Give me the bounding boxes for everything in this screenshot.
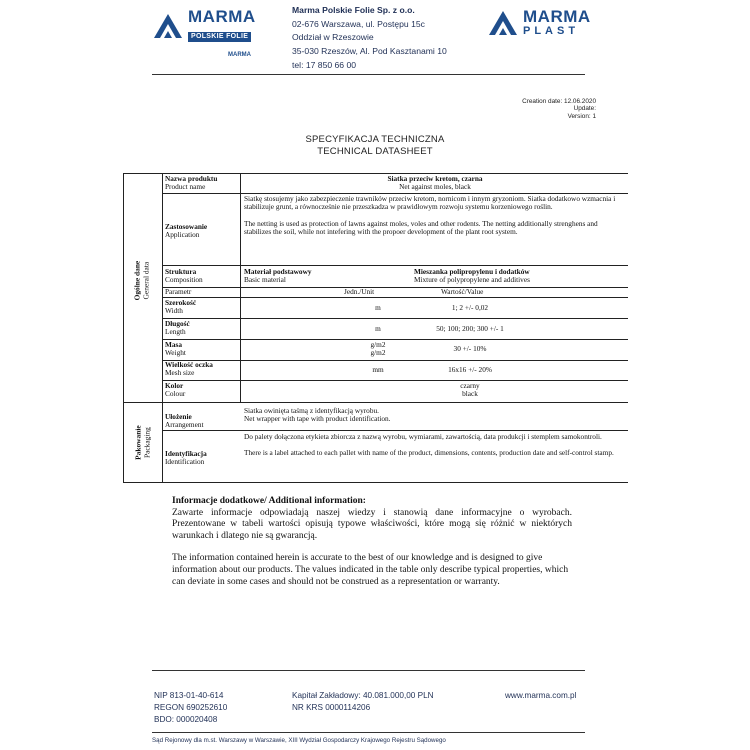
label-en: Colour (165, 389, 186, 399)
website-link[interactable]: www.marma.com.pl (505, 691, 577, 700)
label-pl: Identyfikacja (165, 449, 207, 458)
logo-right-main: MARMA (523, 7, 591, 26)
table-line (123, 173, 124, 482)
label-pl: Szerokość (165, 298, 197, 307)
marma-polskie-folie-logo (152, 8, 256, 43)
identification-label (165, 450, 207, 467)
title-en: TECHNICAL DATASHEET (317, 145, 433, 157)
label-pl: Wielkość oczka (165, 360, 213, 369)
param-header: Parametr (165, 287, 192, 296)
version-field: Version: 1 (567, 112, 596, 120)
footer-capital (292, 690, 434, 714)
product-name-label (165, 175, 217, 192)
label-pl: Ułożenie (165, 412, 192, 421)
additional-info-title: Informacje dodatkowe/ Additional information: (172, 496, 366, 506)
unit-line: g/m2 (370, 348, 386, 358)
label-pl: Kolor (165, 381, 184, 390)
param-length-value: 50; 100; 200; 300 +/- 1 (436, 324, 504, 333)
value-en: black (462, 389, 478, 399)
label-en: Arrangement (165, 420, 204, 430)
nip: NIP 813-01-40-614 (154, 691, 224, 700)
value-pl: czarny (460, 381, 480, 390)
text-pl: Siatka owinięta taśmą z identyfikacją wyrobu. (244, 406, 379, 415)
table-line (123, 482, 628, 483)
basic-material-label (244, 268, 312, 285)
footer-divider-bottom (152, 732, 585, 733)
param-mesh-unit: mm (372, 365, 384, 374)
label-pl: Struktura (165, 267, 197, 276)
logo-left-sub: POLSKIE FOLIE (188, 32, 251, 42)
arrangement-text (244, 407, 626, 424)
company-address (292, 4, 447, 73)
param-weight-label (165, 341, 186, 358)
product-name-value (242, 175, 628, 192)
param-width-value: 1; 2 +/- 0,02 (451, 303, 489, 312)
label-en: Basic material (244, 275, 286, 285)
label-en: Product name (165, 182, 206, 192)
label-en: Composition (165, 275, 203, 285)
label-pl: Długość (165, 319, 190, 328)
label-pl: Materiał podstawowy (244, 267, 312, 276)
label-pl: Zastosowanie (165, 222, 208, 231)
address-line: 02-676 Warszawa, ul. Postępu 15c (292, 18, 425, 29)
application-label (165, 223, 207, 240)
marma-logo-icon (152, 12, 184, 40)
packaging-label (134, 393, 151, 493)
label-en: Identification (165, 457, 205, 467)
table-line (162, 297, 628, 298)
packaging-label-pl: Pakowanie (133, 425, 143, 460)
table-line (162, 360, 628, 361)
additional-info (172, 496, 572, 588)
label-en: Width (165, 306, 183, 316)
general-data-label-pl: Ogólne dane (132, 260, 142, 301)
packaging-label-en: Packaging (142, 427, 151, 458)
marma-plast-logo-icon (487, 9, 519, 37)
value-en: Net against moles, black (399, 182, 471, 192)
text-pl: Siatkę stosujemy jako zabezpieczenie trawników przeciw kretom, nornicom i innym gryzoniom. Siatka dodatkowo wzmacnia i stabilizuje grunt, a równocześnie nie przeszkadza w prawidłowym rozwoju systemu korzeniowego roślin. (244, 194, 616, 212)
additional-info-pl: Zawarte informacje odpowiadają naszej wiedzy i stanowią dane informacyjne o wyrobach. Prezentowane w tabeli wartości opisują typowe właściwości, które mogą się różnić w niektórych warunkach i dlatego nie są gwarancją. (172, 507, 572, 541)
logo-left-main: MARMA (188, 7, 256, 26)
param-width-unit: m (375, 303, 381, 312)
update-field: Update: (573, 105, 596, 113)
label-pl: Nazwa produktu (165, 174, 218, 183)
phone-line: tel: 17 850 66 00 (292, 59, 357, 70)
param-mesh-label (165, 361, 213, 378)
document-meta (440, 98, 596, 120)
share-capital: Kapitał Zakładowy: 40.081.000,00 PLN (292, 691, 434, 700)
logo-left-tag: MARMA (228, 52, 251, 58)
label-en: Weight (165, 348, 186, 358)
text-en: There is a label attached to each pallet with name of the product, dimensions, contents, production date and self-control stamp. (244, 448, 614, 458)
label-en: Application (165, 230, 200, 240)
address-line: Oddział w Rzeszowie (292, 32, 374, 43)
table-line (162, 339, 628, 340)
general-data-label-en: General data (141, 261, 150, 300)
param-length-label (165, 320, 190, 337)
label-en: Mesh size (165, 368, 195, 378)
arrangement-label (165, 413, 204, 430)
unit-line: g/m2 (370, 340, 386, 349)
footer-registration (154, 690, 227, 725)
table-line (123, 402, 628, 403)
additional-info-en: The information contained herein is accurate to the best of our knowledge and is designed to give information about our products. The values indicated in the table only describe typical properties, which can deviate in some cases and should not be construed as a representation or warranty. (172, 553, 569, 587)
param-colour-value (405, 382, 535, 399)
footer-divider (152, 670, 585, 671)
unit-header: Jedn./Unit (344, 287, 375, 296)
table-line (162, 380, 628, 381)
logo-right-sub: PLAST (523, 25, 580, 37)
value-header: Wartość/Value (441, 287, 484, 296)
text-en: The netting is used as protection of lawns against moles, voles and other rodents. The netting additionally strenghens and stabilizes the soil, while not intefering with the propoer development of the plant root system. (244, 218, 598, 237)
label-en: Length (165, 327, 186, 337)
header-divider (152, 74, 585, 75)
text-en: Net wrapper with tape with product identification. (244, 414, 391, 424)
general-data-label (133, 221, 150, 341)
table-line (162, 287, 628, 288)
param-colour-label (165, 382, 185, 399)
param-width-label (165, 299, 196, 316)
text-pl: Do palety dołączona etykieta zbiorcza z nazwą wyrobu, wymiarami, zawartością, data produkcji i stemplem samokontroli. (244, 432, 602, 441)
value-en: Mixture of polypropylene and additives (414, 275, 530, 285)
param-weight-value: 30 +/- 10% (453, 344, 487, 353)
param-length-unit: m (375, 324, 381, 333)
param-mesh-value: 16x16 +/- 20% (448, 365, 492, 374)
table-line (162, 318, 628, 319)
composition-label (165, 268, 203, 285)
table-line (162, 173, 163, 482)
document-title (240, 134, 510, 157)
value-pl: Mieszanka polipropylenu i dodatków (414, 267, 530, 276)
address-line: 35-030 Rzeszów, Al. Pod Kasztanami 10 (292, 46, 447, 57)
table-line (162, 265, 628, 266)
identification-text (244, 433, 626, 458)
marma-plast-logo (487, 8, 591, 37)
court-registry: Sąd Rejonowy dla m.st. Warszawy w Warszawie, XIII Wydział Gospodarczy Krajowego Rejestru Sądowego (152, 737, 446, 744)
company-name: Marma Polskie Folie Sp. z o.o. (292, 5, 415, 15)
bdo: BDO: 000020408 (154, 714, 218, 724)
application-text (244, 195, 626, 237)
composition-value (414, 268, 530, 285)
krs-number: NR KRS 0000114206 (292, 702, 371, 712)
regon: REGON 690252610 (154, 702, 228, 712)
table-line (162, 430, 628, 431)
value-pl: Siatka przeciw kretom, czarna (387, 174, 483, 183)
title-pl: SPECYFIKACJA TECHNICZNA (305, 134, 445, 145)
creation-date: Creation date: 12.06.2020 (522, 98, 596, 105)
label-pl: Masa (165, 340, 183, 349)
